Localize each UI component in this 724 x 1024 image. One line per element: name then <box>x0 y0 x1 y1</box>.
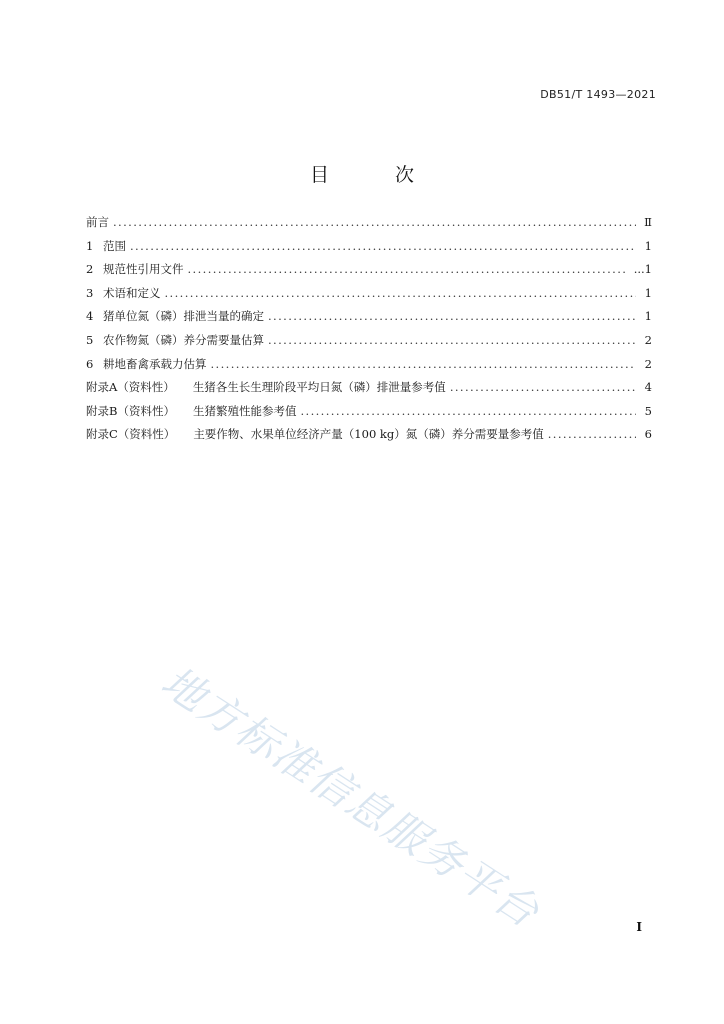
toc-leader-dots <box>130 239 636 253</box>
toc-entry-number: 3 <box>86 285 94 300</box>
toc-entry-label: 规范性引用文件 <box>103 262 184 277</box>
toc-leader-dots <box>268 309 636 323</box>
toc-entry-6[interactable] <box>86 356 652 380</box>
toc-entry-label: 农作物氮（磷）养分需要量估算 <box>103 332 264 347</box>
toc-entry-page: Ⅱ <box>644 215 652 229</box>
toc-entry-page: 5 <box>644 403 652 418</box>
toc-leader-dots <box>300 404 636 418</box>
toc-entry-2[interactable] <box>86 261 652 285</box>
toc-entry-page: 1 <box>644 238 652 253</box>
toc-entry-appendix-b[interactable] <box>86 403 652 427</box>
toc-leader-dots <box>113 215 636 229</box>
toc-leader-dots <box>450 380 636 394</box>
toc-entry-page: 1 <box>644 309 652 324</box>
toc-entry-label: 耕地畜禽承载力估算 <box>103 356 207 371</box>
page-title: 目 次 <box>309 164 445 186</box>
toc-entry-page: 2 <box>644 356 652 371</box>
toc-entry-page: 4 <box>644 380 652 395</box>
toc-entry-foreword[interactable] <box>86 214 652 238</box>
toc-entry-appendix-c[interactable] <box>86 426 652 450</box>
toc-entry-label: 术语和定义 <box>103 285 161 300</box>
toc-entry-page: ...1 <box>633 262 652 277</box>
toc-entry-page: 6 <box>644 427 652 442</box>
toc-leader-dots <box>268 333 636 347</box>
toc-entry-number: 5 <box>86 332 94 347</box>
toc-entry-1[interactable] <box>86 238 652 262</box>
toc-entry-label: 主要作物、水果单位经济产量（100 kg）氮（磷）养分需要量参考值 <box>193 427 544 442</box>
table-of-contents <box>86 214 652 450</box>
toc-entry-page: 1 <box>644 285 652 300</box>
toc-leader-dots <box>548 427 636 441</box>
toc-entry-3[interactable] <box>86 285 652 309</box>
toc-entry-label: 范围 <box>103 238 126 253</box>
toc-entry-label: 猪单位氮（磷）排泄当量的确定 <box>103 309 264 324</box>
toc-entry-number: 4 <box>86 309 94 324</box>
toc-entry-page: 2 <box>644 332 652 347</box>
page-number: I <box>636 920 642 934</box>
toc-appendix-number: 附录C（资料性） <box>86 427 176 442</box>
toc-appendix-number: 附录B（资料性） <box>86 403 175 418</box>
toc-leader-dots <box>211 357 637 371</box>
toc-entry-appendix-a[interactable] <box>86 379 652 403</box>
toc-appendix-number: 附录A（资料性） <box>86 380 175 395</box>
toc-entry-number: 1 <box>86 238 94 253</box>
toc-entry-number: 6 <box>86 356 94 371</box>
toc-leader-dots <box>188 262 628 276</box>
toc-entry-label: 生猪繁殖性能参考值 <box>192 403 297 418</box>
toc-entry-number: 2 <box>86 262 94 277</box>
document-code: DB51/T 1493—2021 <box>540 88 656 101</box>
toc-entry-label: 生猪各生长生理阶段平均日氮（磷）排泄量参考值 <box>192 380 446 395</box>
toc-entry-5[interactable] <box>86 332 652 356</box>
toc-leader-dots <box>165 286 637 300</box>
toc-entry-label: 前言 <box>86 215 109 229</box>
toc-entry-4[interactable] <box>86 308 652 332</box>
watermark: 地方标准信息服务平台 <box>152 656 549 938</box>
